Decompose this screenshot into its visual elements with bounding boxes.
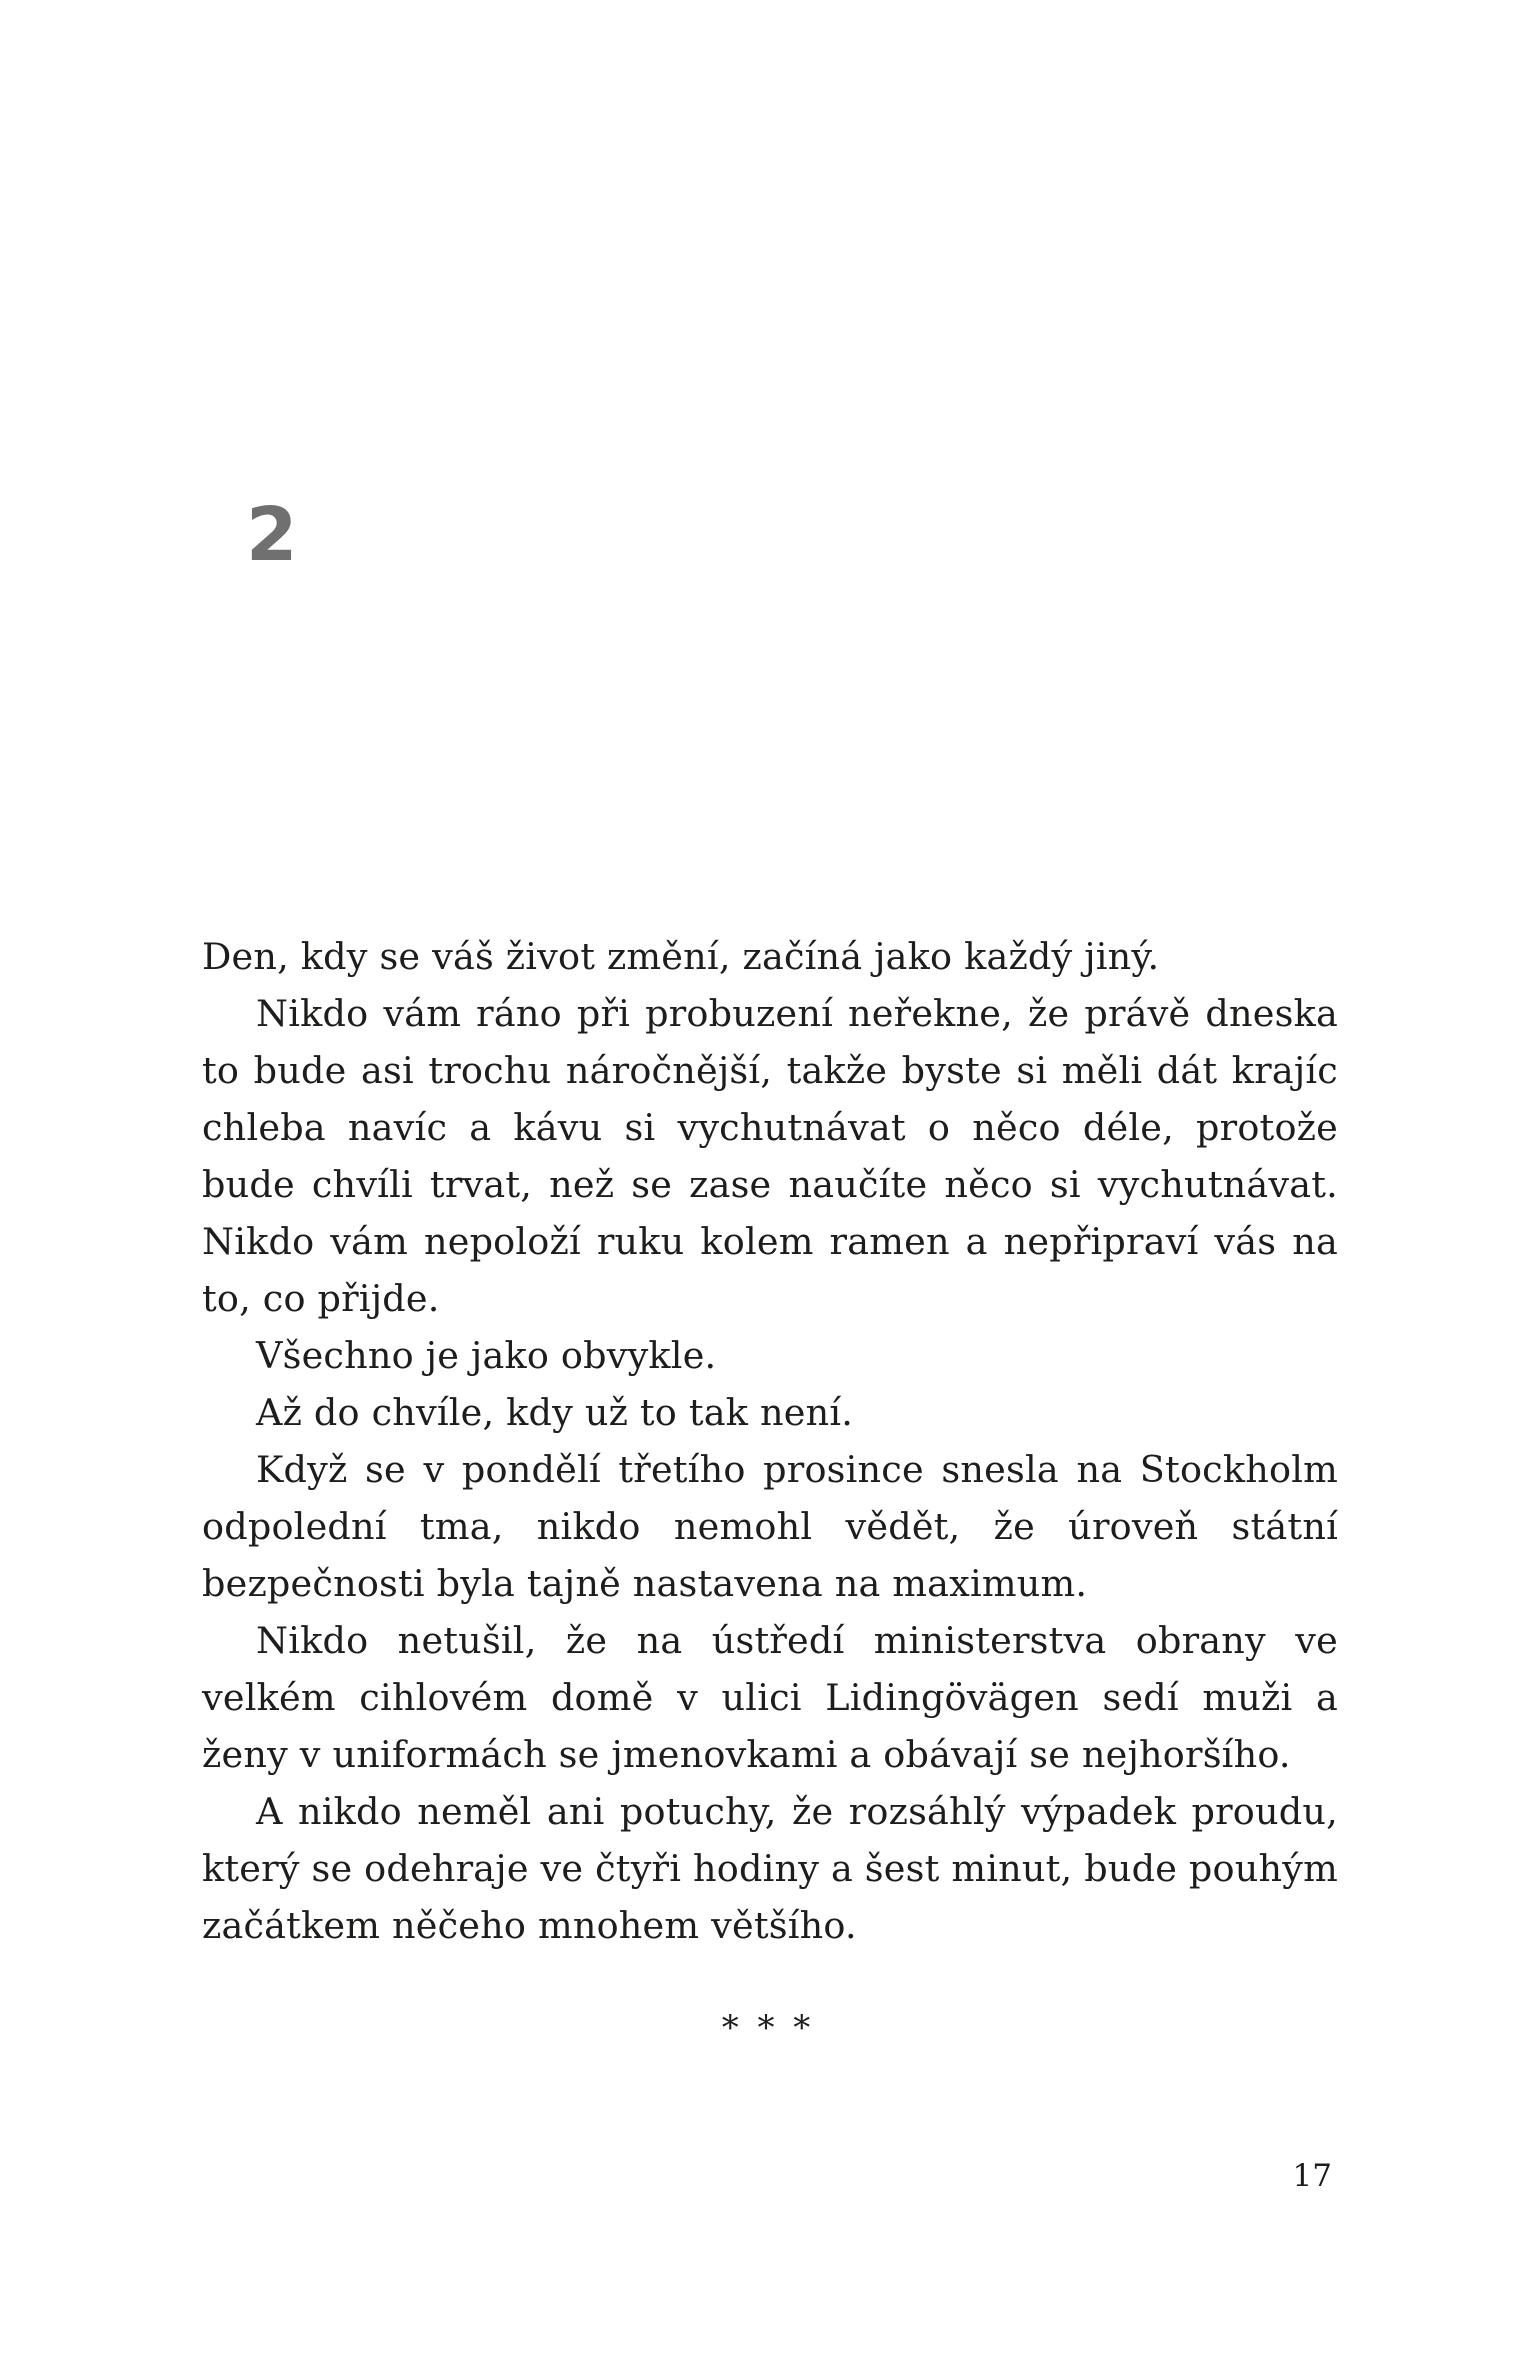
paragraph-6: Nikdo netušil, že na ústředí ministerstva obrany ve velkém cihlovém domě v ulici Lidingövägen sedí muži a ženy v uniformách se jmenovkami a obávají se nejhoršího. [202, 1619, 1338, 1776]
paragraph-4: Až do chvíle, kdy už to tak není. [256, 1391, 854, 1434]
paragraph-5: Když se v pondělí třetího prosince snesla na Stockholm odpolední tma, nikdo nemohl vědět, že úroveň státní bezpečnosti byla tajně nastavena na maximum. [202, 1448, 1338, 1605]
paragraph-3: Všechno je jako obvykle. [256, 1334, 717, 1377]
body-text [202, 928, 1338, 1954]
paragraph-1: Den, kdy se váš život změní, začíná jako každý jiný. [202, 935, 1160, 978]
paragraph-7: A nikdo neměl ani potuchy, že rozsáhlý výpadek proudu, který se odehraje ve čtyři hodiny a šest minut, bude pouhým začátkem něčeho mnohem většího. [202, 1790, 1338, 1947]
page-number: 17 [1292, 2158, 1332, 2194]
chapter-number: 2 [246, 492, 298, 578]
paragraph-2: Nikdo vám ráno při probuzení neřekne, že právě dneska to bude asi trochu náročnější, takže byste si měli dát krajíc chleba navíc a kávu si vychutnávat o něco déle, protože bude chvíli trvat, než se zase naučíte něco si vychutnávat. Nikdo vám nepoloží ruku kolem ramen a nepřipraví vás na to, co přijde. [202, 992, 1338, 1320]
section-separator: * * * [721, 2008, 815, 2048]
